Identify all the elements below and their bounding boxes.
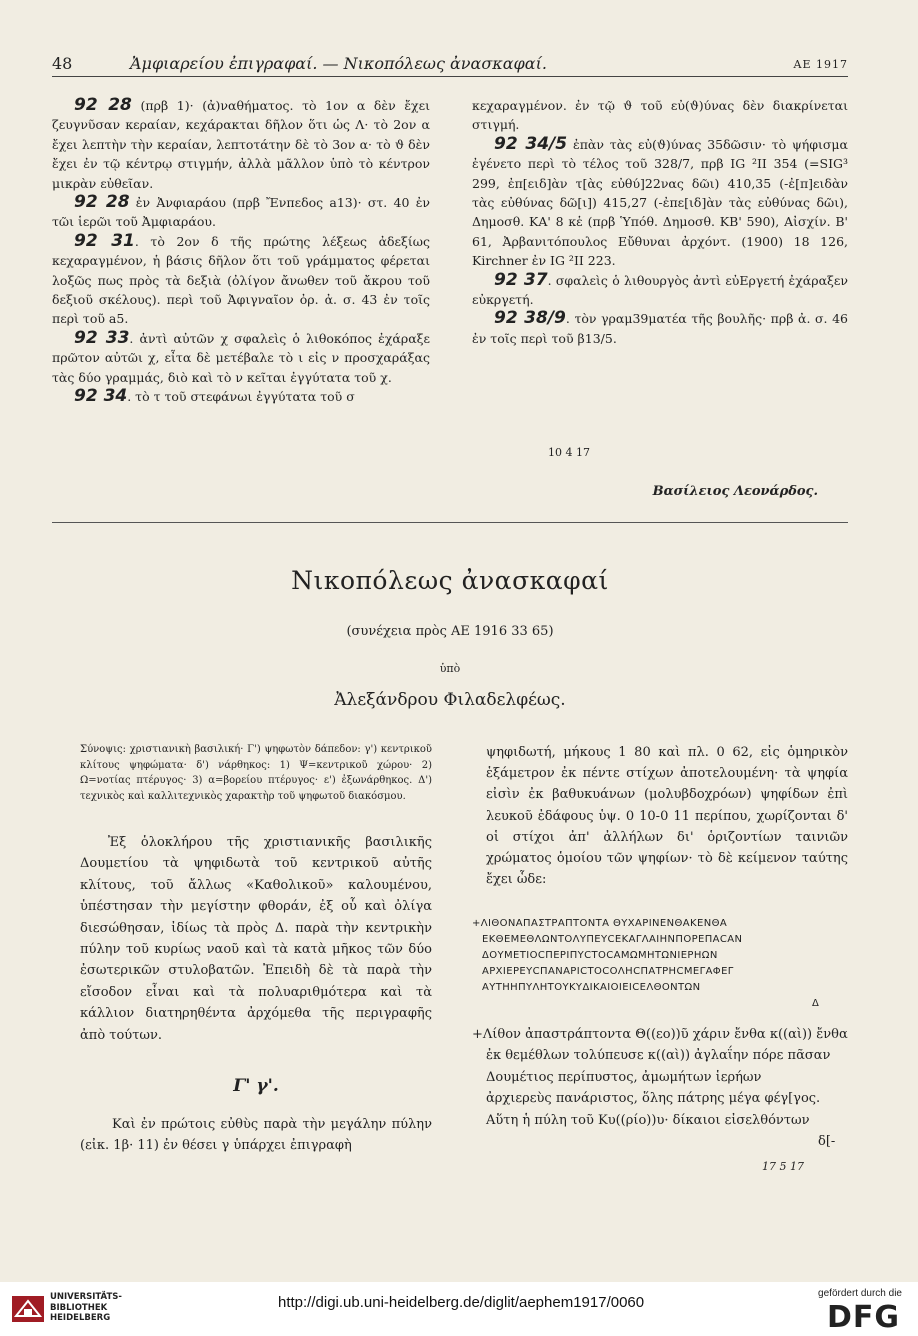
note-text: . ἀντὶ αὐτῶν χ σφαλεὶς ὁ λιθοκόπος ἐχάραξε πρῶτον αὐτῶι χ, εἶτα δὲ μετέβαλε τὸ ι εἰς ν προσχαράξας τὰς δύο γραμμάς, διὸ καὶ τὸ ν κεῖται ἐγγύτατα τοῦ χ.	[52, 330, 430, 385]
dfg-logo: DFG	[826, 1300, 900, 1335]
funded-by-text: gefördert durch die	[818, 1288, 902, 1299]
note-text: κεχαραγμένον. ἐν τῷ ϑ τοῦ εὐ(ϑ)ύνας δὲν διακρίνεται στιγμή.	[472, 98, 848, 133]
page-number: 48	[52, 54, 73, 73]
note-number: 92 38/9	[494, 308, 566, 329]
library-logo-icon	[12, 1296, 44, 1322]
note-number: 92 37	[494, 269, 548, 290]
library-name-line: HEIDELBERG	[50, 1313, 111, 1323]
transcription-line: ἐκ θεμέθλων τολύπευσε κ((αὶ)) ἀγλαΐην πόρε πᾶσαν	[486, 1048, 831, 1064]
section-rule	[52, 522, 848, 523]
transcription-line: Δουμέτιος περίπυστος, ἀμωμήτων ἱερήων	[486, 1069, 762, 1085]
article-date: 17 5 17	[762, 1160, 804, 1173]
byline-by: ὑπὸ	[439, 662, 461, 675]
note-number: 92 28	[74, 192, 130, 213]
section-heading: Γ' γ'.	[233, 1076, 279, 1096]
inscription-block	[472, 916, 860, 1012]
note-paragraph	[472, 271, 848, 310]
note-paragraph	[52, 387, 430, 406]
note-paragraph	[52, 232, 430, 329]
note-number: 92 28	[74, 95, 132, 115]
note-text: ἐν Ἀνφιαράου (πρβ Ἔνπεδος a13)· στ. 40 ἐν τῶι ἱερῶι τοῦ Ἀμφιαράου.	[52, 195, 431, 230]
inscription-line: ΑΥΤΗΗΠΥΛΗΤΟΥΚΥΔΙΚΑΙΟΙΕΙCΕΛΘΟΝΤΩΝ	[482, 982, 701, 993]
inscription-line: +ΛΙΘΟΝΑΠΑΣΤΡΑΠΤΟΝΤΑ ΘΥΧΑΡΙΝΕΝΘΑΚΕΝΘΑ	[472, 918, 728, 929]
transcription-line: δ[-	[818, 1134, 836, 1150]
note-text: . τὸ τ τοῦ στεφάνωι ἐγγύτατα τοῦ σ	[127, 389, 355, 405]
note-text: . τὸ 2ον δ τῆς πρώτης λέξεως ἀδεξίως κεχαραγμένον, ἡ βάσις δῆλον ὅτι τοῦ γράμματος φέρεται λοξῶς πως πρὸς τὰ δεξιὰ (ὀλίγον ἄνωθεν τοῦ ἄκρου τοῦ δεξιοῦ σκέλους). περὶ τοῦ Ἀφιγναῖον ὀρ. ἀ. σ. 43 ἐν τοῖς περὶ τοῦ a5.	[52, 233, 430, 327]
note-text: ἐπὰν τὰς εὐ(ϑ)ύνας 35δῶσιν· τὸ ψήφισμα ἐγένετο περὶ τὸ τέλος τοῦ 328/7, πρβ IG ²II 354 (=SIG³ 299, ἐπ[ειδ]ὰν τ[ὰς εὐθύ]22νας δῶι) 410,35 (-ἐ[π]ειδὰν τὰς εὐθύνας δῶ[ι]) 415,27 (-ἐπε[ιδ]ὰν τὰς εὐθύνας δῶι), Δημοσθ. ΚΑ' 8 κἑ (πρβ Ὑπόθ. Δημοσθ. ΚΒ' 590), Αἰσχίν. Β' 61, Ἀρβανιτόπουλος Εὔθυναι ἀρχόντ. (1900) 18 126, Kirchner ἐν IG ²II 223.	[472, 136, 848, 269]
journal-year: ΑΕ 1917	[793, 58, 848, 71]
footer-bar	[0, 1282, 918, 1336]
body-paragraph: Καὶ ἐν πρώτοις εὐθὺς παρὰ τὴν μεγάλην πύλην (εἰκ. 1β· 11) ἐν θέσει γ ὑπάρχει ἐπιγραφὴ	[80, 1117, 432, 1154]
note-paragraph	[52, 193, 430, 232]
right-column	[472, 96, 848, 348]
left-column	[52, 96, 430, 407]
note-paragraph	[472, 135, 848, 271]
body-paragraph	[80, 832, 432, 1046]
inscription-line: ΕΚΘΕΜΕΘΛΩΝΤΟΛΥΠΕΥCΕΚΑΓΛΑΙΗΝΠΟΡΕΠΑCΑΝ	[482, 934, 743, 945]
transcription-block	[472, 1024, 854, 1152]
library-name	[50, 1292, 122, 1324]
note-text: . τὸν γραμ39ματέα τῆς βουλῆς· πρβ ἀ. σ. 46 ἐν τοῖς περὶ τοῦ β13/5.	[472, 311, 848, 346]
note-text: . σφαλεὶς ὁ λιθουργὸς ἀντὶ εὐΕργετή ἐχάραξεν εὐκργετή.	[472, 272, 849, 308]
note-number: 92 34/5	[494, 133, 568, 154]
synopsis: Σύνοψις: χριστιανικὴ βασιλική· Γ') ψηφωτὸν δάπεδον: γ') κεντρικοῦ κλίτους ψηφώματα· δ') νάρθηκος: 1) Ψ=κεντρικοῦ χώρου· 2) Ω=νοτίας πτέρυγος· 3) α=βορείου πτέρυγος· ε') ἐξωνάρθηκος. Δ') τεχνικὸς καὶ καλλιτεχνικὸς χαρακτὴρ τοῦ ψηφωτοῦ διακόσμου.	[80, 744, 432, 802]
author-signature: Βασίλειος Λεονάρδος.	[652, 484, 818, 499]
transcription-line: ἀρχιερεὺς πανάριστος, ὅλης πάτρης μέγα φέγ[γος.	[486, 1091, 821, 1107]
body-text: Ἐξ ὁλοκλήρου τῆς χριστιανικῆς βασιλικῆς Δουμετίου τὰ ψηφιδωτὰ τοῦ κεντρικοῦ αὐτῆς κλίτους, τοῦ ἄλλως «Καθολικοῦ» καλουμένου, ὑπέστησαν τὴν μεγίστην φθοράν, ἐξ οὗ καὶ ὀλίγα διεσώθησαν, ἰδίως τὰ πρὸς Δ. παρὰ τὴν κεντρικὴν πύλην τοῦ κυρίως ναοῦ καὶ τὰ κατὰ μῆκος τῶν δύο ἐσωτερικῶν στυλοβατῶν. Ἐπειδὴ δὲ τὰ παρὰ τὴν εἴσοδον εἶναι καὶ τὰ πολυαριθμότερα καὶ τὰ κάλλιον διατηρηθέντα ἀρχόμεθα τῆς περιγραφῆς ἀπὸ τούτων.	[80, 835, 432, 1043]
note-paragraph	[52, 329, 430, 387]
note-number: 92 34	[74, 386, 128, 407]
running-header	[52, 52, 848, 78]
note-number: 92 31	[74, 230, 135, 251]
article-continuation: (συνέχεια πρὸς ΑΕ 1916 33 65)	[346, 624, 554, 639]
library-name-line: BIBLIOTHEK	[50, 1302, 108, 1313]
running-title: Ἀμφιαρείου ἐπιγραφαί. — Νικοπόλεως ἀνασκαφαί.	[130, 54, 547, 73]
article-author: Ἀλεξάνδρου Φιλαδελφέως.	[334, 690, 566, 710]
article-title: Νικοπόλεως ἀνασκαφαί	[291, 566, 609, 595]
transcription-line: Αὕτη ἡ πύλη τοῦ Κυ((ρίο))υ· δίκαιοι εἰσελθόντων	[486, 1112, 810, 1128]
header-rule	[52, 76, 848, 77]
note-paragraph	[52, 96, 430, 193]
library-name-line: UNIVERSITÄTS-	[50, 1292, 122, 1302]
inscription-line: ΔΟΥΜΕΤΙΟCΠΕΡΙΠΥCΤΟCΑΜΩΜΗΤΩΝΙΕΡΗΩΝ	[482, 950, 718, 961]
inscription-line: Δ	[812, 998, 820, 1009]
inscription-line: ΑΡΧΙΕΡΕΥCΠΑΝΑΡΙCΤΟCΟΛΗCΠΑΤΡΗCΜΕΓΑΦΕΓ	[482, 966, 734, 977]
body-paragraph: ψηφιδωτή, μήκους 1 80 καὶ πλ. 0 62, εἰς ὁμηρικὸν ἑξάμετρον ἐκ πέντε στίχων ἀποτελουμένη· τὰ ψηφία εἰσὶν ἐκ βαθυκυάνων (μολυβδοχρόων) ψηφίδων ἐπὶ λευκοῦ ἐδάφους ὑψ. 0 10-0 11 περίπου, χωρίζονται δ' οἱ στίχοι ἀπ' ἀλλήλων δι' ὁριζοντίων ταινιῶν χρώματος ὁμοίου τῶν ψηφίων· τὸ δὲ κείμενον ταύτης ἔχει ὧδε:	[486, 745, 848, 888]
note-number: 92 33	[74, 327, 130, 348]
note-text: (πρβ 1)· (ἀ)ναθήματος. τὸ 1ον α δὲν ἔχει ζευγνῦσαν κεραίαν, κεχάρακται δῆλον ὅτι ὡς Λ· τὸ 2ον α ἔχει λεπτὴν τὴν κεραίαν, λεπτοτάτην δὲ τὸ 3ον α· τὸ ϑ δὲν ἔχει ἐν τῷ κέντρῳ στιγμήν, ἀλλὰ μᾶλλον ὑπὸ τὸ κέντρον μικρὰν εὐθεῖαν.	[52, 98, 431, 191]
note-paragraph	[472, 309, 848, 348]
source-url-link[interactable]: http://digi.ub.uni-heidelberg.de/diglit/aephem1917/0060	[278, 1294, 645, 1311]
transcription-line: +Λίθον ἀπαστράπτοντα Θ((εο))ῦ χάριν ἔνθα κ((αὶ)) ἔνθα	[472, 1027, 848, 1042]
note-date: 10 4 17	[548, 446, 590, 459]
